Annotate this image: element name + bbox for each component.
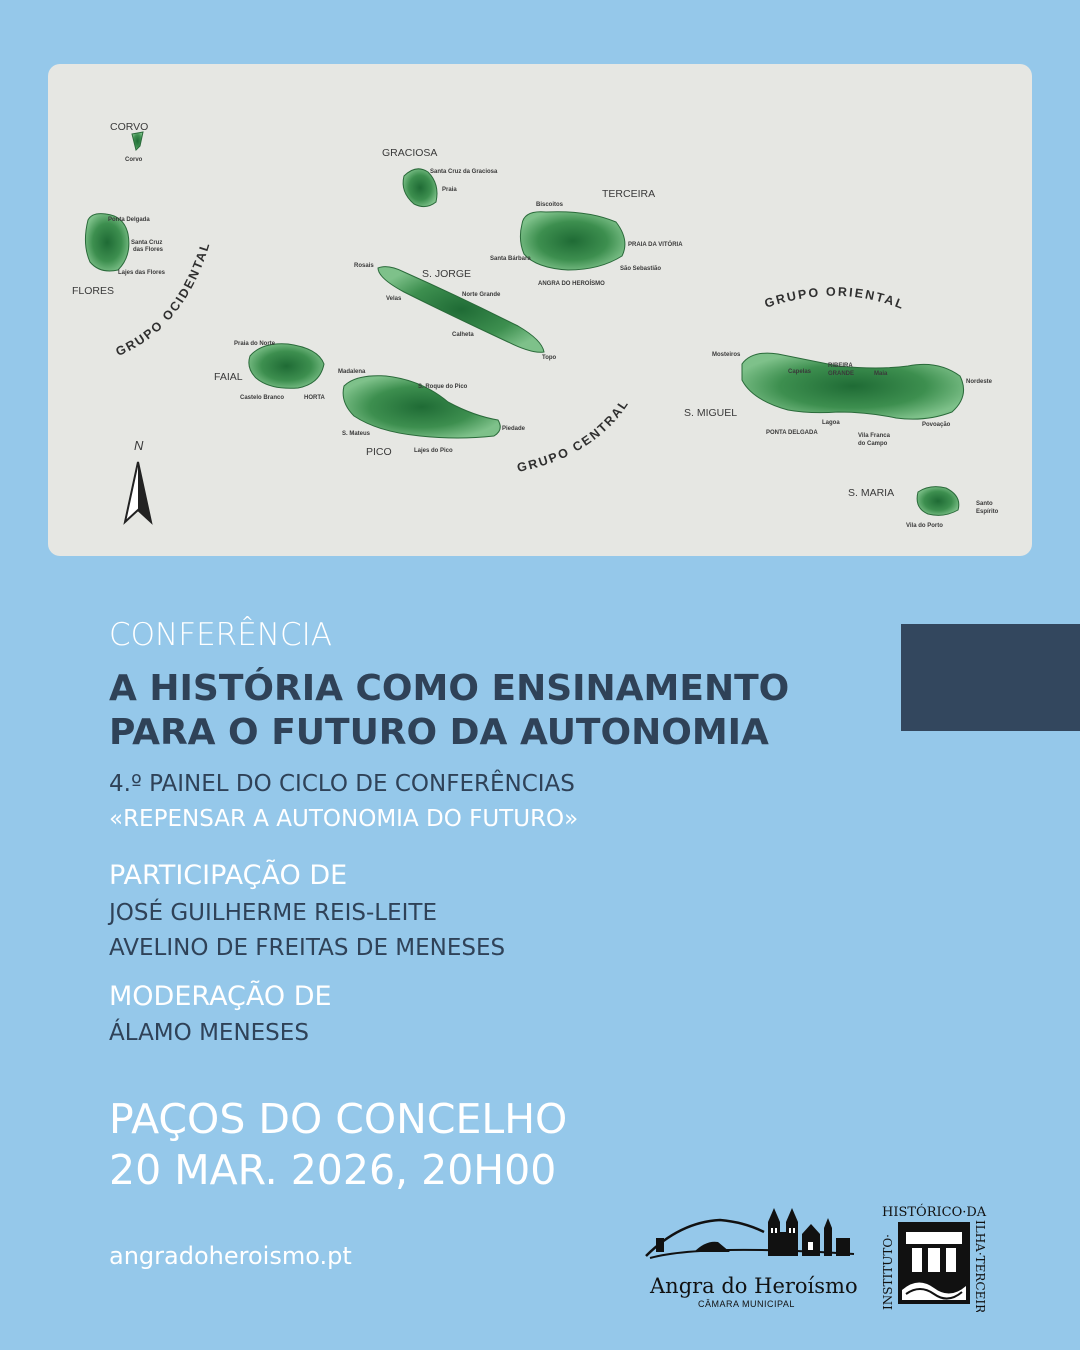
island-smaria — [848, 487, 999, 529]
svg-text:Espírito: Espírito — [976, 509, 999, 515]
svg-text:RIBEIRA: RIBEIRA — [828, 363, 853, 369]
municipality-logo — [640, 1200, 860, 1320]
town-label: Corvo — [125, 157, 143, 163]
svg-text:Praia: Praia — [442, 187, 457, 193]
svg-text:PONTA DELGADA: PONTA DELGADA — [766, 430, 818, 436]
svg-text:das Flores: das Flores — [133, 247, 164, 253]
island-smiguel — [684, 352, 993, 447]
island-pico — [338, 369, 526, 458]
svg-text:GRANDE: GRANDE — [828, 371, 855, 377]
svg-text:Vila Franca: Vila Franca — [858, 433, 890, 439]
svg-text:N: N — [134, 438, 144, 453]
institute-logo-left: INSTITUTO· — [881, 1234, 895, 1310]
institute-logo-right: ILHA·TERCEIRA — [973, 1220, 987, 1312]
event-datetime: 20 MAR. 2026, 20H00 — [109, 1146, 557, 1194]
label-faial: FAIAL — [214, 371, 243, 383]
svg-text:HORTA: HORTA — [304, 395, 325, 401]
accent-block — [901, 624, 1080, 731]
event-subtitle-line1: 4.º PAINEL DO CICLO DE CONFERÊNCIAS — [109, 771, 575, 797]
svg-text:Piedade: Piedade — [502, 426, 526, 432]
svg-text:Madalena: Madalena — [338, 369, 366, 375]
event-kicker: CONFERÊNCIA — [109, 617, 332, 653]
label-pico: PICO — [366, 446, 392, 458]
moderator: ÁLAMO MENESES — [109, 1020, 309, 1046]
north-arrow-icon — [125, 438, 151, 522]
svg-text:Mosteiros: Mosteiros — [712, 352, 741, 358]
event-venue: PAÇOS DO CONCELHO — [109, 1095, 568, 1143]
island-faial — [214, 341, 326, 401]
event-title-line1: A HISTÓRIA COMO ENSINAMENTO — [109, 668, 790, 709]
svg-text:Rosais: Rosais — [354, 263, 374, 269]
svg-text:Vila do Porto: Vila do Porto — [906, 523, 943, 529]
label-smaria: S. MARIA — [848, 487, 895, 499]
svg-text:Topo: Topo — [542, 355, 557, 361]
svg-text:S. Mateus: S. Mateus — [342, 431, 371, 437]
island-flores — [72, 214, 166, 297]
svg-text:Lajes das Flores: Lajes das Flores — [118, 270, 166, 276]
group-ocidental-label: GRUPO OCIDENTAL — [113, 239, 213, 359]
website-link[interactable]: angradoheroismo.pt — [109, 1242, 352, 1270]
group-central-label: GRUPO CENTRAL — [515, 396, 632, 475]
svg-text:Capelas: Capelas — [788, 369, 812, 375]
svg-text:Nordeste: Nordeste — [966, 379, 993, 385]
svg-text:Norte Grande: Norte Grande — [462, 292, 501, 298]
participant-2: AVELINO DE FREITAS DE MENESES — [109, 935, 506, 961]
svg-text:ANGRA DO HEROÍSMO: ANGRA DO HEROÍSMO — [538, 281, 605, 287]
svg-text:Velas: Velas — [386, 296, 402, 302]
svg-text:do Campo: do Campo — [858, 441, 888, 447]
azores-map — [48, 64, 1032, 556]
svg-text:Castelo Branco: Castelo Branco — [240, 395, 285, 401]
group-oriental-label: GRUPO ORIENTAL — [762, 284, 908, 313]
participation-heading: PARTICIPAÇÃO DE — [109, 860, 348, 891]
island-terceira — [490, 188, 683, 287]
institute-logo-top: HISTÓRICO·DA — [882, 1205, 987, 1220]
label-terceira: TERCEIRA — [602, 188, 656, 200]
island-graciosa — [382, 147, 498, 207]
label-graciosa: GRACIOSA — [382, 147, 438, 159]
svg-text:Lajes do Pico: Lajes do Pico — [414, 448, 453, 454]
municipality-logo-name: Angra do Heroísmo — [650, 1274, 858, 1298]
label-sjorge: S. JORGE — [422, 268, 472, 280]
svg-text:Ponta Delgada: Ponta Delgada — [108, 217, 150, 223]
participant-1: JOSÉ GUILHERME REIS-LEITE — [109, 900, 437, 926]
svg-text:Calheta: Calheta — [452, 332, 474, 338]
svg-text:Praia do Norte: Praia do Norte — [234, 341, 276, 347]
label-corvo: CORVO — [110, 121, 149, 133]
svg-text:São Sebastião: São Sebastião — [620, 266, 662, 272]
svg-text:Povoação: Povoação — [922, 422, 951, 428]
institute-logo — [878, 1200, 990, 1312]
svg-text:Santa Cruz: Santa Cruz — [131, 240, 163, 246]
moderation-heading: MODERAÇÃO DE — [109, 981, 332, 1012]
event-subtitle-line2: «REPENSAR A AUTONOMIA DO FUTURO» — [109, 806, 579, 832]
svg-text:PRAIA DA VITÓRIA: PRAIA DA VITÓRIA — [628, 242, 683, 248]
svg-text:Lagoa: Lagoa — [822, 420, 840, 426]
svg-text:Maia: Maia — [874, 371, 888, 377]
svg-text:Santa Bárbara: Santa Bárbara — [490, 256, 531, 262]
event-title-line2: PARA O FUTURO DA AUTONOMIA — [109, 712, 769, 753]
svg-text:Santa Cruz da Graciosa: Santa Cruz da Graciosa — [430, 169, 498, 175]
label-flores: FLORES — [72, 285, 115, 297]
island-sjorge — [354, 263, 557, 361]
label-smiguel: S. MIGUEL — [684, 407, 738, 419]
municipality-logo-sub: CÂMARA MUNICIPAL — [698, 1299, 795, 1309]
svg-text:Santo: Santo — [976, 501, 993, 507]
svg-text:S. Roque do Pico: S. Roque do Pico — [418, 384, 468, 390]
svg-text:Biscoitos: Biscoitos — [536, 202, 564, 208]
island-corvo — [110, 121, 148, 163]
